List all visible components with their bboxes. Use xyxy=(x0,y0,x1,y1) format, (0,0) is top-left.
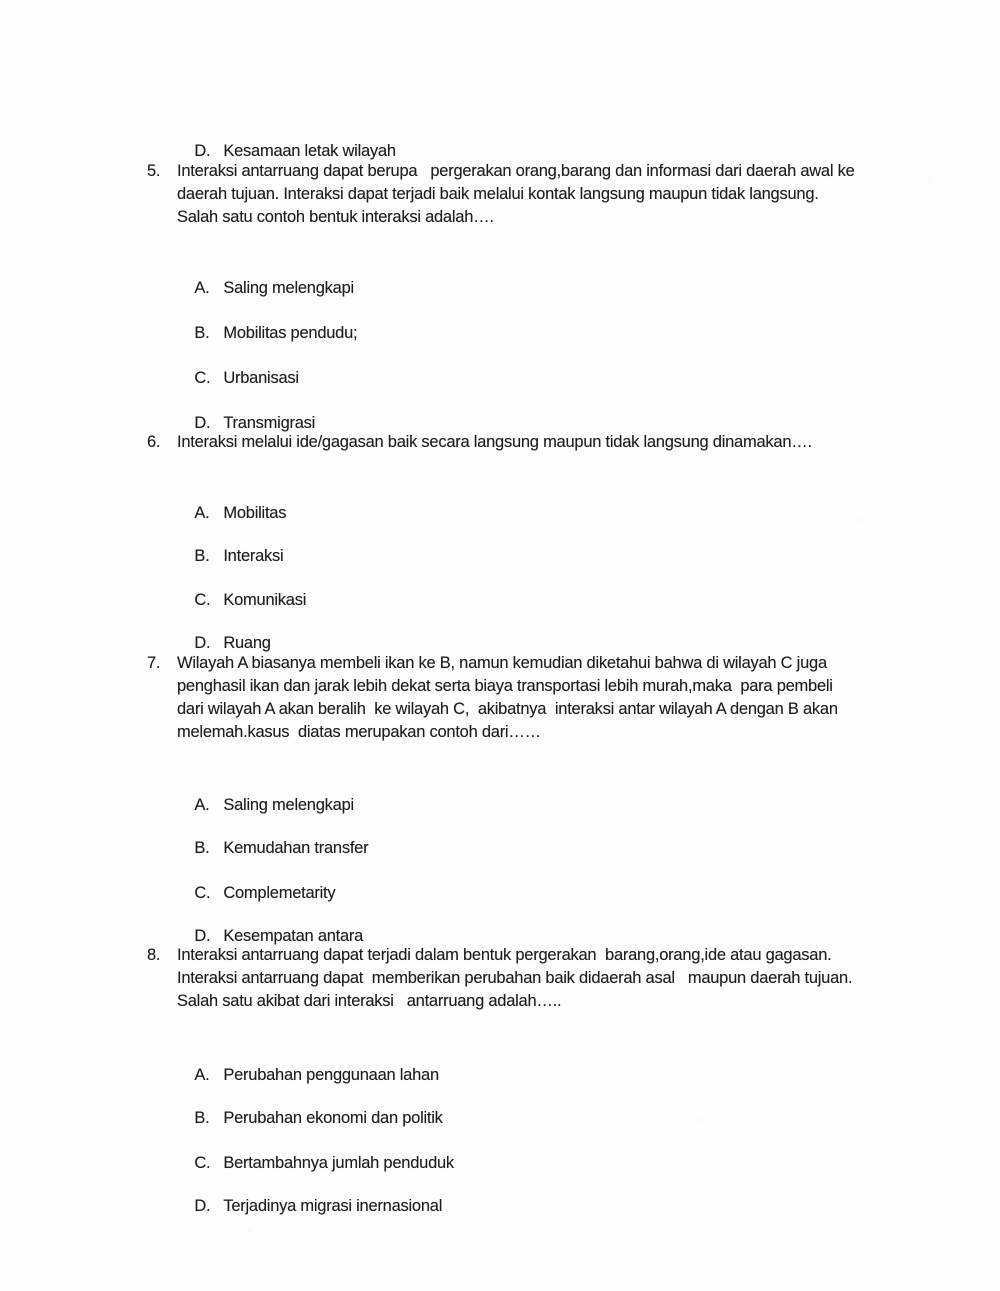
question-text xyxy=(177,944,852,1013)
option-letter: D. xyxy=(194,1197,211,1215)
option-text: Urbanisasi xyxy=(223,369,299,387)
option-text: Kesempatan antara xyxy=(223,927,364,945)
option-text: Terjadinya migrasi inernasional xyxy=(223,1197,443,1215)
option-5-c xyxy=(177,344,299,387)
option-text: Perubahan penggunaan lahan xyxy=(223,1066,439,1084)
option-letter: B. xyxy=(194,839,210,857)
option-prev-d xyxy=(177,117,396,160)
question-text xyxy=(177,431,812,454)
question-text xyxy=(177,652,838,744)
option-letter: A. xyxy=(194,504,210,522)
question-line: melemah.kasus diatas merupakan contoh dari…… xyxy=(177,723,541,741)
question-line: penghasil ikan dan jarak lebih dekat serta biaya transportasi lebih murah,maka para pembeli xyxy=(177,677,833,695)
option-text: Komunikasi xyxy=(223,591,307,609)
option-text: Bertambahnya jumlah penduduk xyxy=(223,1154,454,1172)
question-line: Interaksi antarruang dapat memberikan perubahan baik didaerah asal maupun daerah tujuan. xyxy=(177,969,853,987)
option-letter: C. xyxy=(194,884,211,902)
option-letter: A. xyxy=(194,796,210,814)
question-number: 5. xyxy=(147,162,161,180)
option-text: Mobilitas xyxy=(223,504,287,522)
option-letter: D. xyxy=(194,927,211,945)
option-text: Saling melengkapi xyxy=(223,796,354,814)
option-letter: B. xyxy=(194,1109,210,1127)
option-8-a xyxy=(177,1041,439,1084)
option-text: Saling melengkapi xyxy=(223,279,354,297)
option-letter: A. xyxy=(194,279,210,297)
option-6-d xyxy=(177,609,271,652)
option-8-d xyxy=(177,1172,443,1215)
option-6-a xyxy=(177,479,287,522)
option-letter: C. xyxy=(194,1154,211,1172)
option-letter: C. xyxy=(194,591,211,609)
question-text xyxy=(177,160,855,229)
question-line: Salah satu contoh bentuk interaksi adalah…. xyxy=(177,208,494,226)
question-line: Interaksi antarruang dapat berupa pergerakan orang,barang dan informasi dari daerah awal ke xyxy=(177,162,855,180)
option-letter: C. xyxy=(194,369,211,387)
question-line: Wilayah A biasanya membeli ikan ke B, namun kemudian diketahui bahwa di wilayah C juga xyxy=(177,654,827,672)
question-line: Interaksi antarruang dapat terjadi dalam bentuk pergerakan barang,orang,ide atau gagasan. xyxy=(177,946,832,964)
option-text: Complemetarity xyxy=(223,884,336,902)
option-text: Mobilitas pendudu; xyxy=(223,324,358,342)
option-7-d xyxy=(177,902,364,945)
option-5-a xyxy=(177,254,354,297)
option-5-b xyxy=(177,299,358,342)
question-line: dari wilayah A akan beralih ke wilayah C, akibatnya interaksi antar wilayah A dengan B akan xyxy=(177,700,838,718)
question-number: 8. xyxy=(147,946,161,964)
option-8-c xyxy=(177,1129,454,1172)
question-line: daerah tujuan. Interaksi dapat terjadi baik melalui kontak langsung maupun tidak langsung. xyxy=(177,185,819,203)
option-text: Perubahan ekonomi dan politik xyxy=(223,1109,443,1127)
option-text: Interaksi xyxy=(223,547,284,565)
option-letter: B. xyxy=(194,547,210,565)
question-line: Salah satu akibat dari interaksi antarruang adalah….. xyxy=(177,992,562,1010)
option-text: Transmigrasi xyxy=(223,414,316,432)
option-7-a xyxy=(177,771,354,814)
option-letter: D. xyxy=(194,634,211,652)
option-letter: B. xyxy=(194,324,210,342)
option-text: Kemudahan transfer xyxy=(223,839,369,857)
option-7-c xyxy=(177,859,336,902)
option-letter: A. xyxy=(194,1066,210,1084)
option-letter: D. xyxy=(194,414,211,432)
option-6-c xyxy=(177,566,307,609)
question-number: 6. xyxy=(147,433,161,451)
question-number: 7. xyxy=(147,654,161,672)
option-text: Kesamaan letak wilayah xyxy=(223,142,396,160)
option-5-d xyxy=(177,389,316,432)
option-8-b xyxy=(177,1084,443,1127)
option-7-b xyxy=(177,814,369,857)
option-letter: D. xyxy=(194,142,211,160)
question-line: Interaksi melalui ide/gagasan baik secara langsung maupun tidak langsung dinamakan…. xyxy=(177,433,812,451)
option-text: Ruang xyxy=(223,634,271,652)
option-6-b xyxy=(177,522,284,565)
